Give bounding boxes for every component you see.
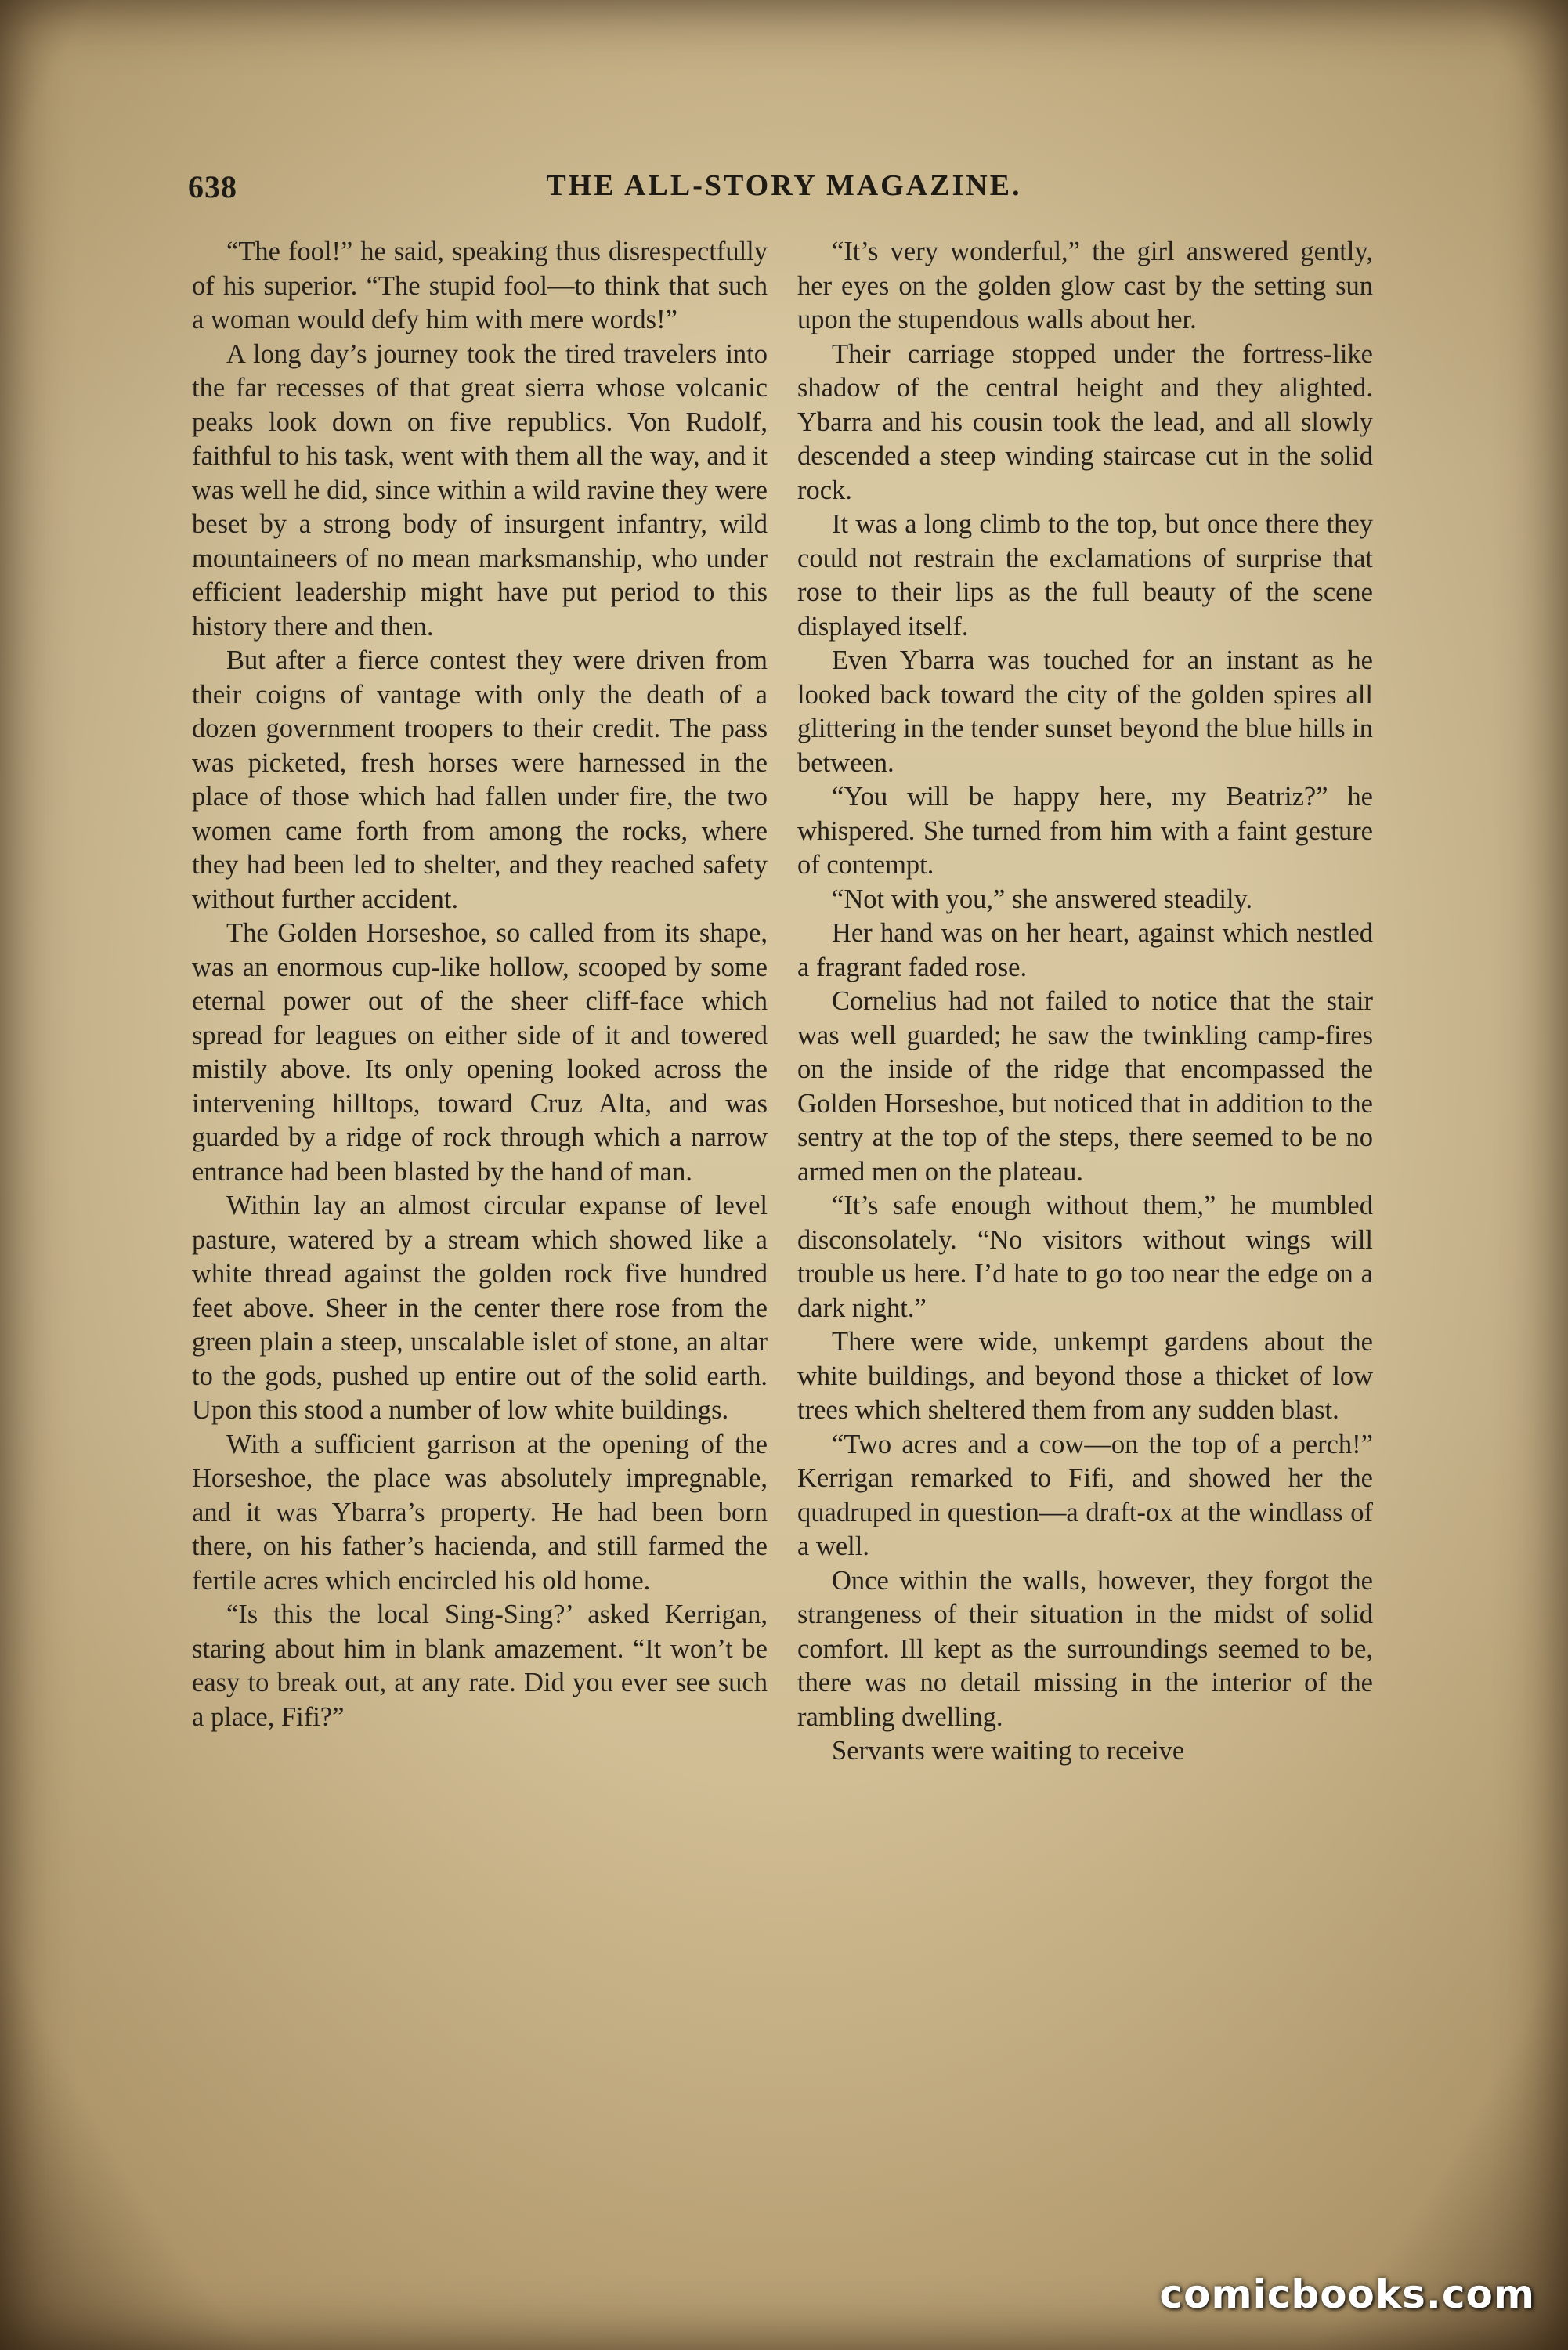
paragraph: Cornelius had not failed to notice that the stair was well guarded; he saw the twinkling camp-fires on the inside of the ridge that encompassed the Golden Horseshoe, but noticed that in addition to the sentry at the top of the steps, there seemed to be no armed men on the plateau.	[797, 986, 1373, 1187]
paragraph: “Is this the local Sing-Sing?’ asked Kerrigan, staring about him in blank amazement. “It won’t be easy to break out, at any rate. Did you ever see such a place, Fifi?”	[192, 1600, 768, 1732]
paragraph: “Two acres and a cow—on the top of a perch!” Kerrigan remarked to Fifi, and showed her the quadruped in question—a draft-ox at the windlass of a well.	[797, 1429, 1373, 1561]
paragraph: It was a long climb to the top, but once there they could not restrain the exclamations of surprise that rose to their lips as the full beauty of the scene displayed itself.	[797, 509, 1373, 642]
paragraph: “You will be happy here, my Beatriz?” he whispered. She turned from him with a faint gesture of contempt.	[797, 782, 1373, 880]
paragraph: With a sufficient garrison at the opening of the Horseshoe, the place was absolutely impregnable, and it was Ybarra’s property. He had been born there, on his father’s hacienda, and still farmed the fertile acres which encircled his old home.	[192, 1429, 768, 1596]
paragraph: “It’s very wonderful,” the girl answered gently, her eyes on the golden glow cast by the setting sun upon the stupendous walls about her.	[797, 237, 1373, 334]
paragraph: Once within the walls, however, they forgot the strangeness of their situation in the midst of solid comfort. Ill kept as the surroundings seemed to be, there was no detail missing in the interior of the rambling dwelling.	[797, 1565, 1373, 1732]
paragraph: There were wide, unkempt gardens about the white buildings, and beyond those a thicket of low trees which sheltered them from any sudden blast.	[797, 1327, 1373, 1425]
paragraph: Even Ybarra was touched for an instant as he looked back toward the city of the golden spires all glittering in the tender sunset beyond the blue hills in between.	[797, 645, 1373, 778]
paragraph: The Golden Horseshoe, so called from its shape, was an enormous cup-like hollow, scooped by some eternal power out of the sheer cliff-face which spread for leagues on either side of it and towered mistily above. Its only opening looked across the intervening hilltops, toward Cruz Alta, and was guarded by a ridge of rock through which a narrow entrance had been blasted by the hand of man.	[192, 918, 768, 1187]
left-column	[192, 235, 768, 1734]
site-watermark: comicbooks.com	[1159, 2272, 1535, 2317]
magazine-title: THE ALL-STORY MAGAZINE.	[546, 169, 1022, 202]
paragraph: Within lay an almost circular expanse of level pasture, watered by a stream which showed like a white thread against the golden rock five hundred feet above. Sheer in the center there rose from the green plain a steep, unscalable islet of stone, an altar to the gods, pushed up entire out of the solid earth. Upon this stood a number of low white buildings.	[192, 1191, 768, 1425]
page-number: 638	[188, 169, 237, 204]
paragraph: Servants were waiting to receive	[832, 1736, 1185, 1766]
paragraph: Their carriage stopped under the fortress-like shadow of the central height and they alighted. Ybarra and his cousin took the lead, and all slowly descended a steep winding staircase cut in the solid rock.	[797, 338, 1373, 505]
right-column	[797, 235, 1373, 1769]
paragraph: Her hand was on her heart, against which nestled a fragrant faded rose.	[797, 918, 1373, 982]
paragraph: But after a fierce contest they were driven from their coigns of vantage with only the death of a dozen government troopers to their credit. The pass was picketed, fresh horses were harnessed in the place of those which had fallen under fire, the two women came forth from among the rocks, where they had been led to shelter, and they reached safety without further accident.	[192, 645, 768, 914]
paragraph: A long day’s journey took the tired travelers into the far recesses of that great sierra whose volcanic peaks look down on five republics. Von Rudolf, faithful to his task, went with them all the way, and it was well he did, since within a wild ravine they were beset by a strong body of insurgent infantry, wild mountaineers of no mean marksmanship, who under efficient leadership might have put period to this history there and then.	[192, 338, 768, 642]
paragraph: “Not with you,” she answered steadily.	[832, 884, 1253, 914]
paragraph: “The fool!” he said, speaking thus disrespectfully of his superior. “The stupid fool—to think that such a woman would defy him with mere words!”	[192, 237, 768, 334]
paragraph: “It’s safe enough without them,” he mumbled disconsolately. “No visitors without wings will trouble us here. I’d hate to go too near the edge on a dark night.”	[797, 1191, 1373, 1323]
page-header	[188, 168, 1380, 215]
